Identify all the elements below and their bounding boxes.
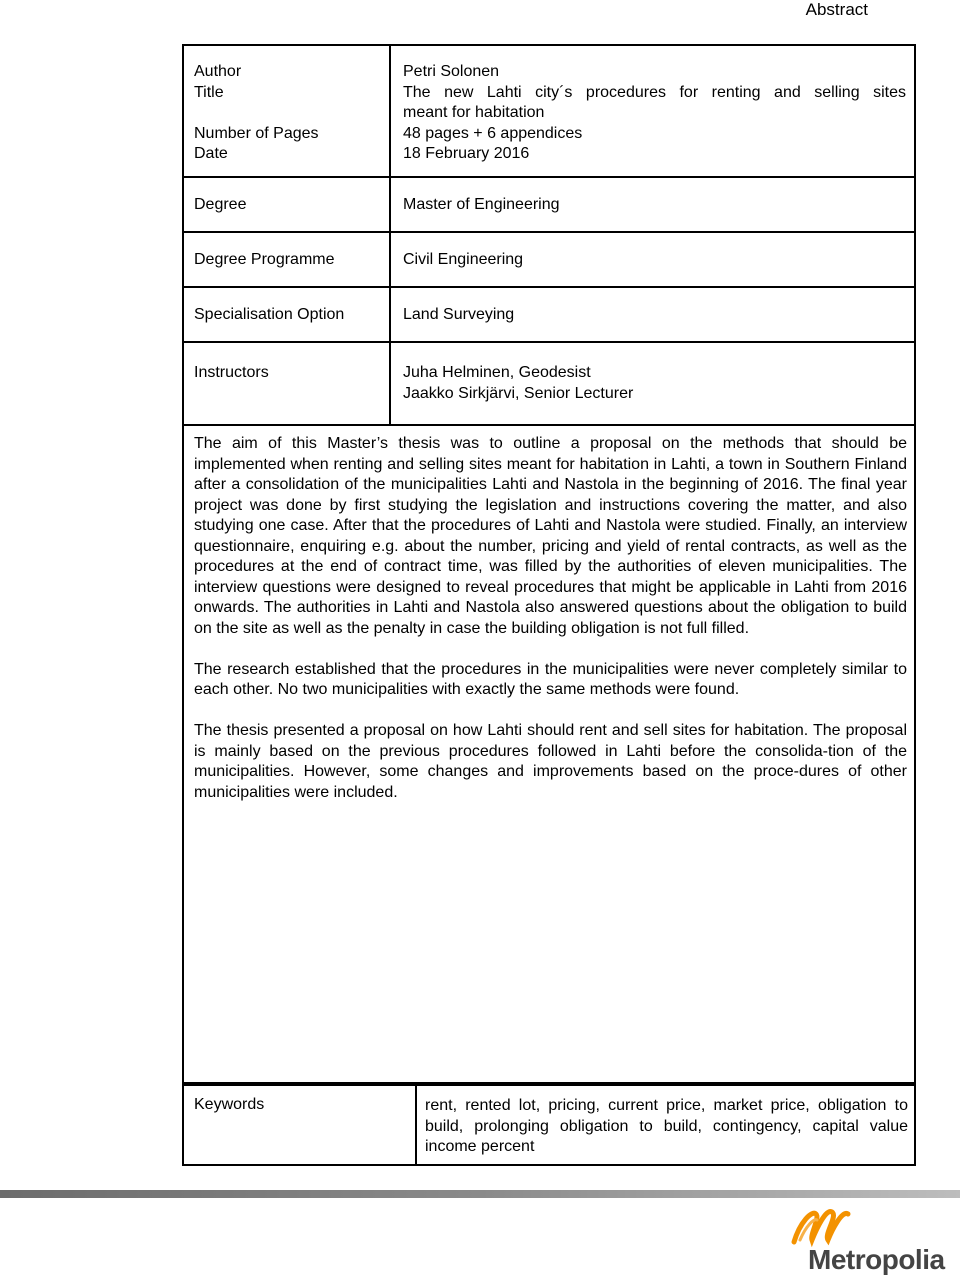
page-header-label: Abstract <box>805 0 868 19</box>
programme-value: Civil Engineering <box>403 251 524 268</box>
abstract-paragraph-2: The research established that the procedures in the municipalities were never completely similar to each other. No two municipalities with exactly the same methods were found. <box>194 660 907 698</box>
instructor-1: Juha Helminen, Geodesist <box>403 364 591 381</box>
instructor-2: Jaakko Sirkjärvi, Senior Lecturer <box>403 384 634 402</box>
title-value-line2: meant for habitation <box>403 104 545 121</box>
keywords-box <box>182 1082 916 1166</box>
option-value: Land Surveying <box>403 306 515 323</box>
abstract-body <box>194 434 907 824</box>
option-label: Specialisation Option <box>194 306 345 323</box>
logo-wordmark: Metropolia <box>808 1244 945 1275</box>
pages-value: 48 pages + 6 appendices <box>403 124 583 142</box>
date-value: 18 February 2016 <box>403 145 530 162</box>
option-row <box>184 288 914 343</box>
author-value: Petri Solonen <box>403 63 500 80</box>
footer-gradient-bar <box>0 1190 960 1198</box>
degree-row <box>184 178 914 233</box>
instructors-row <box>184 343 914 426</box>
keywords-divider <box>415 1084 417 1164</box>
author-label: Author <box>194 63 242 80</box>
date-label: Date <box>194 145 228 162</box>
title-value-line1: The new Lahti city´s procedures for renting and selling sites <box>403 83 906 101</box>
abstract-paragraph-3: The thesis presented a proposal on how Lahti should rent and sell sites for habitation. The proposal is mainly based on the previous procedures followed in Lahti before the consolida-tion of the municipalities. However, some changes and improvements based on the proce-dures of other municipalities were included. <box>194 722 907 801</box>
instructors-label: Instructors <box>194 364 269 381</box>
meta-row <box>184 46 914 178</box>
abstract-paragraph-1: The aim of this Master’s thesis was to outline a proposal on the methods that should be implemented when renting and selling sites meant for habitation in Lahti, a town in Southern Finland after a consolidation of the municipalities Lahti and Nastola in the beginning of 2016. The final year project was done by first studying the legislation and instructions covering the matter, and also studying one case. After that the procedures of Lahti and Nastola were studied. Finally, an interview questionnaire, enquiring e.g. about the number, pricing and yield of rental contracts, as well as the procedures at the end of contract time, was filled by the authorities of eleven municipalities. The interview questions were designed to reveal procedures that might be applicable in Lahti from 2016 onwards. The authorities in Lahti and Nastola also answered questions about the obligation to build on the site as well as the penalty in case the building obligation is not full filled. <box>194 435 907 637</box>
degree-label: Degree <box>194 196 247 213</box>
keywords-value: rent, rented lot, pricing, current price, market price, obligation to build, prolonging obligation to build, contingency, capital value income percent <box>425 1097 908 1155</box>
abstract-form-table <box>182 44 916 1086</box>
degree-value: Master of Engineering <box>403 196 560 213</box>
programme-label: Degree Programme <box>194 251 335 268</box>
keywords-label: Keywords <box>194 1096 265 1113</box>
pages-label: Number of Pages <box>194 124 319 142</box>
title-label: Title <box>194 83 224 101</box>
programme-row <box>184 233 914 288</box>
